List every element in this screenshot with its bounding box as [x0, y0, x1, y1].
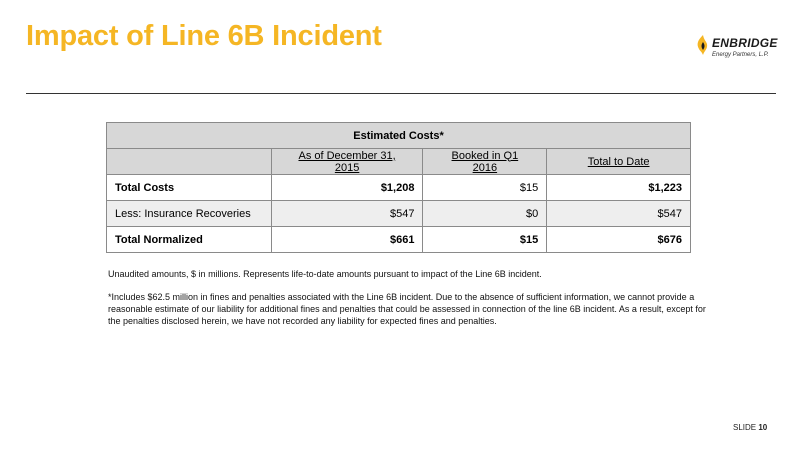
cell-value: $547 [547, 201, 691, 227]
title-divider [26, 93, 776, 94]
header-empty [107, 149, 272, 175]
row-label: Total Normalized [107, 227, 272, 253]
table-header-row [107, 149, 691, 175]
slide-number-value: 10 [758, 423, 768, 432]
enbridge-logo [694, 34, 784, 64]
logo-name: ENBRIDGE [712, 36, 778, 50]
logo-subtitle: Energy Partners, L.P. [712, 52, 769, 58]
estimated-costs-table [106, 122, 691, 253]
cell-value: $1,208 [271, 175, 423, 201]
row-label: Less: Insurance Recoveries [107, 201, 272, 227]
footnote: *Includes $62.5 million in fines and penalties associated with the Line 6B incident. Due to the absence of sufficient information, we cannot provide a reasonable estimate of our liability for additional fines and penalties that could be assessed in connection of the line 6B incident. As a result, except for the penalties disclosed herein, we have not recorded any liability for expected fines and penalties. [108, 292, 706, 326]
enbridge-flame-icon [694, 34, 712, 56]
table-row [107, 201, 691, 227]
cell-value: $15 [423, 227, 547, 253]
cell-value: $0 [423, 201, 547, 227]
header-as-of-dec-31: As of December 31, 2015 [271, 149, 423, 175]
unaudited-note: Unaudited amounts, $ in millions. Represents life-to-date amounts pursuant to impact of the Line 6B incident. [108, 269, 542, 279]
cell-value: $661 [271, 227, 423, 253]
cell-value: $547 [271, 201, 423, 227]
row-label: Total Costs [107, 175, 272, 201]
cell-value: $15 [423, 175, 547, 201]
header-total-to-date: Total to Date [547, 149, 691, 175]
slide-label: SLIDE [733, 423, 757, 432]
header-booked-q1: Booked in Q1 2016 [423, 149, 547, 175]
table-row [107, 175, 691, 201]
cell-value: $676 [547, 227, 691, 253]
table-caption: Estimated Costs* [107, 123, 691, 149]
table-row [107, 227, 691, 253]
cell-value: $1,223 [547, 175, 691, 201]
page-title: Impact of Line 6B Incident [26, 20, 382, 52]
table-caption-row [107, 123, 691, 149]
slide-number [733, 423, 767, 432]
